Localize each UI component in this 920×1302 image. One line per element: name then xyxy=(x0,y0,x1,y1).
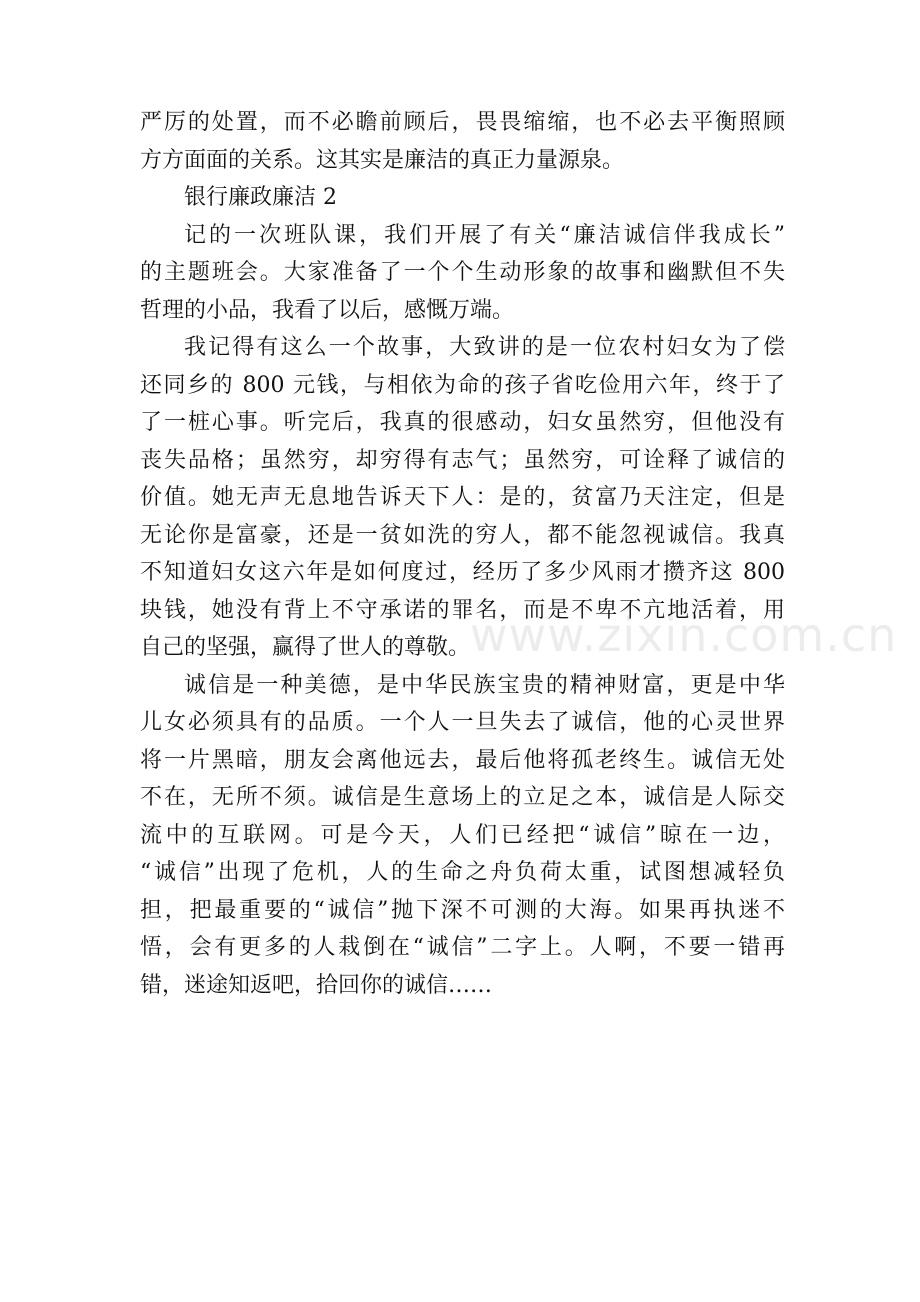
text-line: 儿女必须具有的品质。一个人一旦失去了诚信，他的心灵世界 xyxy=(140,710,785,735)
text-line: 错，迷途知返吧，拾回你的诚信…… xyxy=(140,972,493,998)
text-line: 严厉的处置，而不必瞻前顾后，畏畏缩缩，也不必去平衡照顾 xyxy=(140,110,785,135)
text-line: 的主题班会。大家准备了一个个生动形象的故事和幽默但不失 xyxy=(140,260,785,285)
text-line: 担，把最重要的“诚信”抛下深不可测的大海。如果再执迷不 xyxy=(140,897,785,923)
text-line: 了一桩心事。听完后，我真的很感动，妇女虽然穷，但他没有 xyxy=(140,410,785,435)
text-line: 将一片黑暗，朋友会离他远去，最后他将孤老终生。诚信无处 xyxy=(140,747,785,773)
text-line: 不知道妇女这六年是如何度过，经历了多少风雨才攒齐这 800 xyxy=(140,560,785,585)
section-heading: 银行廉政廉洁 2 xyxy=(184,185,337,210)
text-line: 我记得有这么一个故事，大致讲的是一位农村妇女为了偿 xyxy=(184,335,785,360)
text-line: 块钱，她没有背上不守承诺的罪名，而是不卑不亢地活着，用 xyxy=(140,597,785,623)
text-line: 丧失品格；虽然穷，却穷得有志气；虽然穷，可诠释了诚信的 xyxy=(140,447,785,473)
text-line: 价值。她无声无息地告诉天下人：是的，贫富乃天注定，但是 xyxy=(140,485,785,510)
text-line: 诚信是一种美德，是中华民族宝贵的精神财富，更是中华 xyxy=(184,672,785,698)
watermark: www.zixin.com.cn xyxy=(470,608,898,662)
text-line: 不在，无所不须。诚信是生意场上的立足之本，诚信是人际交 xyxy=(140,785,785,810)
text-line: 方方面面的关系。这其实是廉洁的真正力量源泉。 xyxy=(140,147,625,173)
document-body xyxy=(140,104,785,1004)
text-line: “诚信”出现了危机，人的生命之舟负荷太重，试图想减轻负 xyxy=(140,860,785,885)
text-line: 哲理的小品，我看了以后，感慨万端。 xyxy=(140,297,515,323)
text-line: 无论你是富豪，还是一贫如洗的穷人，都不能忽视诚信。我真 xyxy=(140,522,785,548)
text-line: 还同乡的 800 元钱，与相依为命的孩子省吃俭用六年，终于了 xyxy=(140,372,785,398)
text-line: 流中的互联网。可是今天，人们已经把“诚信”晾在一边， xyxy=(140,822,785,848)
text-line: 自己的坚强，赢得了世人的尊敬。 xyxy=(140,635,471,660)
text-line: 记的一次班队课，我们开展了有关“廉洁诚信伴我成长” xyxy=(184,222,785,248)
text-line: 悟，会有更多的人栽倒在“诚信”二字上。人啊，不要一错再 xyxy=(140,935,785,960)
